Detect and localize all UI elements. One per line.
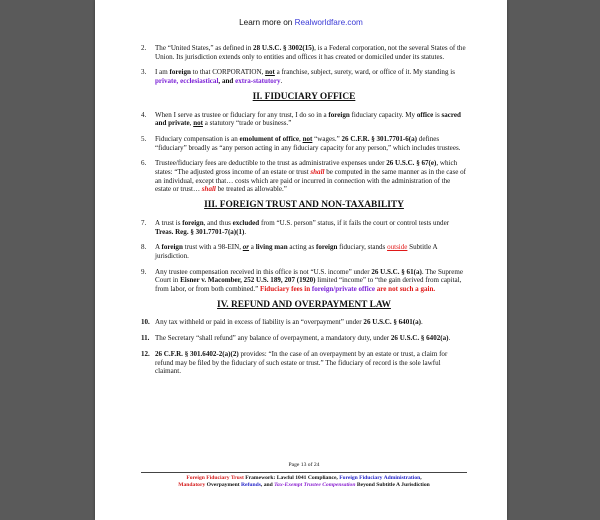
paragraph-10 [141,318,467,327]
paragraph-2 [141,44,467,61]
section-heading-fiduciary-office: II. FIDUCIARY OFFICE [252,91,356,102]
paragraph-12 [141,350,467,376]
paragraph-number: 5. [141,134,147,143]
paragraph-number: 6. [141,159,147,168]
section-heading-refund: IV. REFUND AND OVERPAYMENT LAW [217,299,391,310]
banner-text: Learn more on [239,18,295,27]
paragraph-text: Trustee/fiduciary fees are deductible to the trust as administrative expenses under 26 U.S.C. § 67(e), which states: “The adjusted gross income of an estate or trust shall be computed in the same manner as in the case of an individual, except that… costs which are paid or incurred in connection with the administration of the estate or trust… shall be treated as allowable.” [155,159,466,194]
page-content [141,44,467,383]
paragraph-3 [141,68,467,85]
paragraph-number: 3. [141,68,147,77]
paragraph-text: 26 C.F.R. § 301.6402-2(a)(2) provides: “In the case of an overpayment by an estate or trust, a claim for refund may be filed by the fiduciary of such estate or trust.” The fiduciary of record is the sole lawful claimant. [155,349,448,376]
paragraph-text: Any tax withheld or paid in excess of liability is an “overpayment” under 26 U.S.C. § 6401(a). [155,318,423,327]
paragraph-number: 7. [141,218,147,227]
paragraph-number: 8. [141,243,147,252]
paragraph-7 [141,219,467,236]
page-number: Page 13 of 24 [288,462,320,468]
paragraph-number: 9. [141,267,147,276]
paragraph-11 [141,334,467,343]
paragraph-6 [141,159,467,194]
banner-link[interactable]: Realworldfare.com [294,18,363,27]
paragraph-number: 10. [141,318,150,327]
paragraph-text: The “United States,” as defined in 28 U.S.C. § 3002(15), is a Federal corporation, not the several States of the Union. Its jurisdiction extends only to entities and offices it has created or domiciled under its statutes. [155,44,466,61]
paragraph-4 [141,111,467,128]
page-footer [141,462,467,489]
paragraph-text: I am foreign to that CORPORATION, not a franchise, subject, surety, ward, or office of it. My standing is private, ecclesiastical, and extra-statutory. [155,68,455,86]
paragraph-number: 12. [141,349,150,358]
document-page [95,0,507,520]
footer-rule [141,472,467,473]
paragraph-number: 11. [141,334,150,343]
footer-line-2: Mandatory Overpayment Refunds, and Tax-Exempt Trustee Compensation Beyond Subtitle A Jurisdiction [178,482,430,488]
section-heading-foreign-trust: III. FOREIGN TRUST AND NON-TAXABILITY [204,200,404,211]
paragraph-text: Fiduciary compensation is an emolument of office, not “wages.” 26 C.F.R. § 301.7701-6(a) defines “fiduciary” broadly as “any person acting in any fiduciary capacity for any person,” which includes trustees. [155,134,461,152]
paragraph-text: A trust is foreign, and thus excluded from “U.S. person” status, if it fails the court or control tests under Treas. Reg. § 301.7701-7(a)(1). [155,218,450,236]
paragraph-text: A foreign trust with a 98-EIN, or a living man acting as foreign fiduciary, stands outside Subtitle A jurisdiction. [155,243,438,260]
promo-banner [95,18,507,27]
paragraph-8 [141,243,467,260]
paragraph-text: Any trustee compensation received in this office is not “U.S. income” under 26 U.S.C. § 61(a). The Supreme Court in Eisner v. Macomber, 252 U.S. 189, 207 (1920) limited “income” to “the gain derived from capital, from labor, or from both combined.” Fiduciary fees in foreign/private office are not such a gain. [155,267,463,294]
paragraph-number: 4. [141,110,147,119]
paragraph-text: When I serve as trustee or fiduciary for any trust, I do so in a foreign fiduciary capacity. My office is sacred and private, not a statutory “trade or business.” [155,110,461,128]
footer-line-1: Foreign Fiduciary Trust Framework: Lawful 1041 Compliance, Foreign Fiduciary Administration, [186,475,422,481]
paragraph-5 [141,135,467,152]
paragraph-text: The Secretary “shall refund” any balance of overpayment, a mandatory duty, under 26 U.S.C. § 6402(a). [155,334,451,343]
paragraph-number: 2. [141,44,147,52]
paragraph-9 [141,268,467,294]
